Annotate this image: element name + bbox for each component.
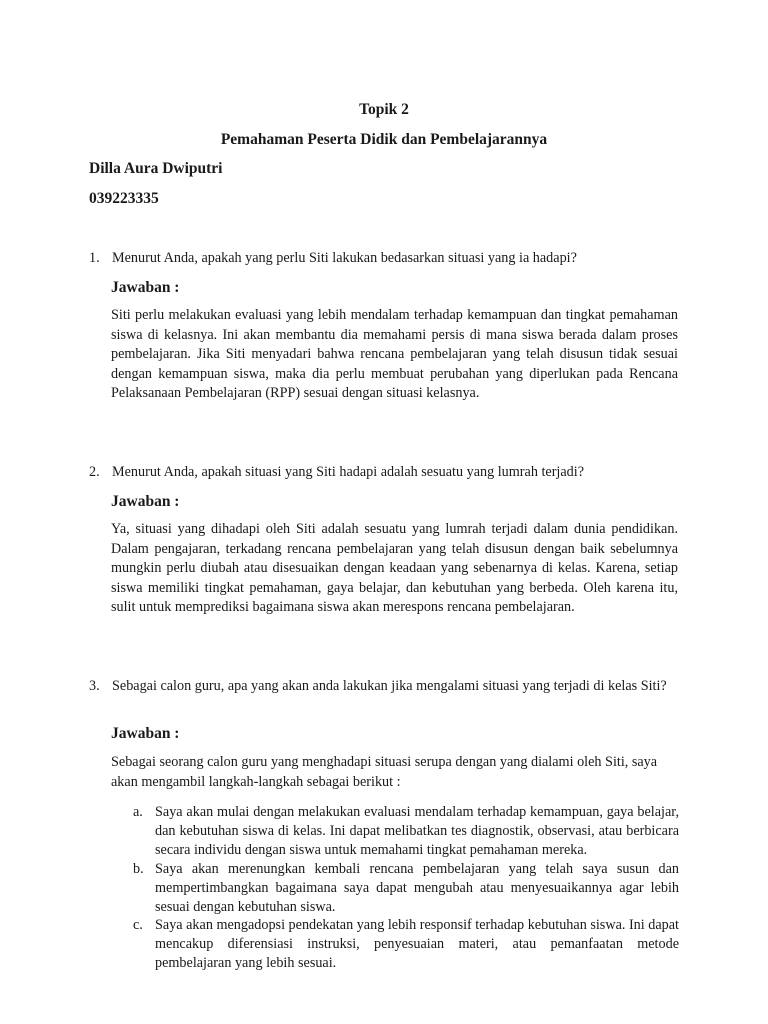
question-text: Menurut Anda, apakah yang perlu Siti lakukan bedasarkan situasi yang ia hadapi? [112, 250, 577, 266]
question-text: Menurut Anda, apakah situasi yang Siti hadapi adalah sesuatu yang lumrah terjadi? [112, 464, 584, 480]
question-3 [89, 677, 679, 696]
list-item-text: Saya akan mengadopsi pendekatan yang lebih responsif terhadap kebutuhan siswa. Ini dapat mencakup diferensiasi instruksi, penyesuaian materi, atau pemanfaatan metode pembelajaran yang lebih sesuai. [155, 917, 679, 972]
question-2 [89, 463, 689, 482]
list-marker: b. [133, 860, 144, 877]
list-item-text: Saya akan mulai dengan melakukan evaluasi mendalam terhadap kemampuan, gaya belajar, dan kebutuhan siswa di kelas. Ini dapat melibatkan tes diagnostik, observasi, atau berbicara secara individu dengan siswa untuk memahami tingkat pemahaman mereka. [155, 804, 679, 858]
answer-2: Ya, situasi yang dihadapi oleh Siti adalah sesuatu yang lumrah terjadi dalam dunia pendidikan. Dalam pengajaran, terkadang rencana pembelajaran yang telah disusun dengan baik sebelumnya mungkin perlu diubah atau disesuaikan dengan keadaan yang sebenarnya di kelas. Karena, setiap siswa memiliki tingkat pemahaman, gaya belajar, dan kebutuhan yang berbeda. Oleh karena itu, sulit untuk memprediksi bagaimana siswa akan merespons rencana pembelajaran. [111, 521, 678, 616]
question-number: 3. [89, 678, 100, 694]
question-1 [89, 249, 689, 268]
question-number: 2. [89, 464, 100, 480]
list-marker: c. [133, 917, 143, 934]
answer-label-3: Jawaban : [111, 725, 180, 742]
list-marker: a. [133, 804, 143, 820]
author-id: 039223335 [89, 190, 159, 207]
list-item-text: Saya akan merenungkan kembali rencana pembelajaran yang telah saya susun dan mempertimbangkan bagaimana saya dapat mengubah atau menyesuaikannya agar lebih sesuai dengan kebutuhan siswa. [155, 860, 679, 915]
question-text: Sebagai calon guru, apa yang akan anda lakukan jika mengalami situasi yang terjadi di kelas Siti? [112, 678, 667, 694]
list-item [133, 803, 679, 860]
answer-3-intro: Sebagai seorang calon guru yang menghadapi situasi serupa dengan yang dialami oleh Siti, saya akan mengambil langkah-langkah sebagai berikut : [111, 754, 658, 790]
question-number: 1. [89, 250, 100, 266]
document-subtitle: Pemahaman Peserta Didik dan Pembelajarannya [220, 131, 548, 148]
list-item [133, 860, 679, 917]
answer-label-2: Jawaban : [111, 493, 180, 510]
topic-title: Topik 2 [359, 101, 409, 118]
answer-1: Siti perlu melakukan evaluasi yang lebih mendalam terhadap kemampuan dan tingkat pemahaman siswa di kelasnya. Ini akan membantu dia memahami persis di mana siswa berada dalam proses pembelajaran. Jika Siti menyadari bahwa rencana pembelajaran yang telah disusun tidak sesuai dengan kemampuan siswa, maka dia perlu membuat perubahan yang diperlukan pada Rencana Pelaksanaan Pembelajaran (RPP) sesuai dengan situasi kelasnya. [111, 307, 678, 402]
author-name: Dilla Aura Dwiputri [89, 160, 223, 177]
answer-3-list [133, 803, 679, 973]
list-item [133, 916, 679, 973]
answer-label-1: Jawaban : [111, 279, 180, 296]
